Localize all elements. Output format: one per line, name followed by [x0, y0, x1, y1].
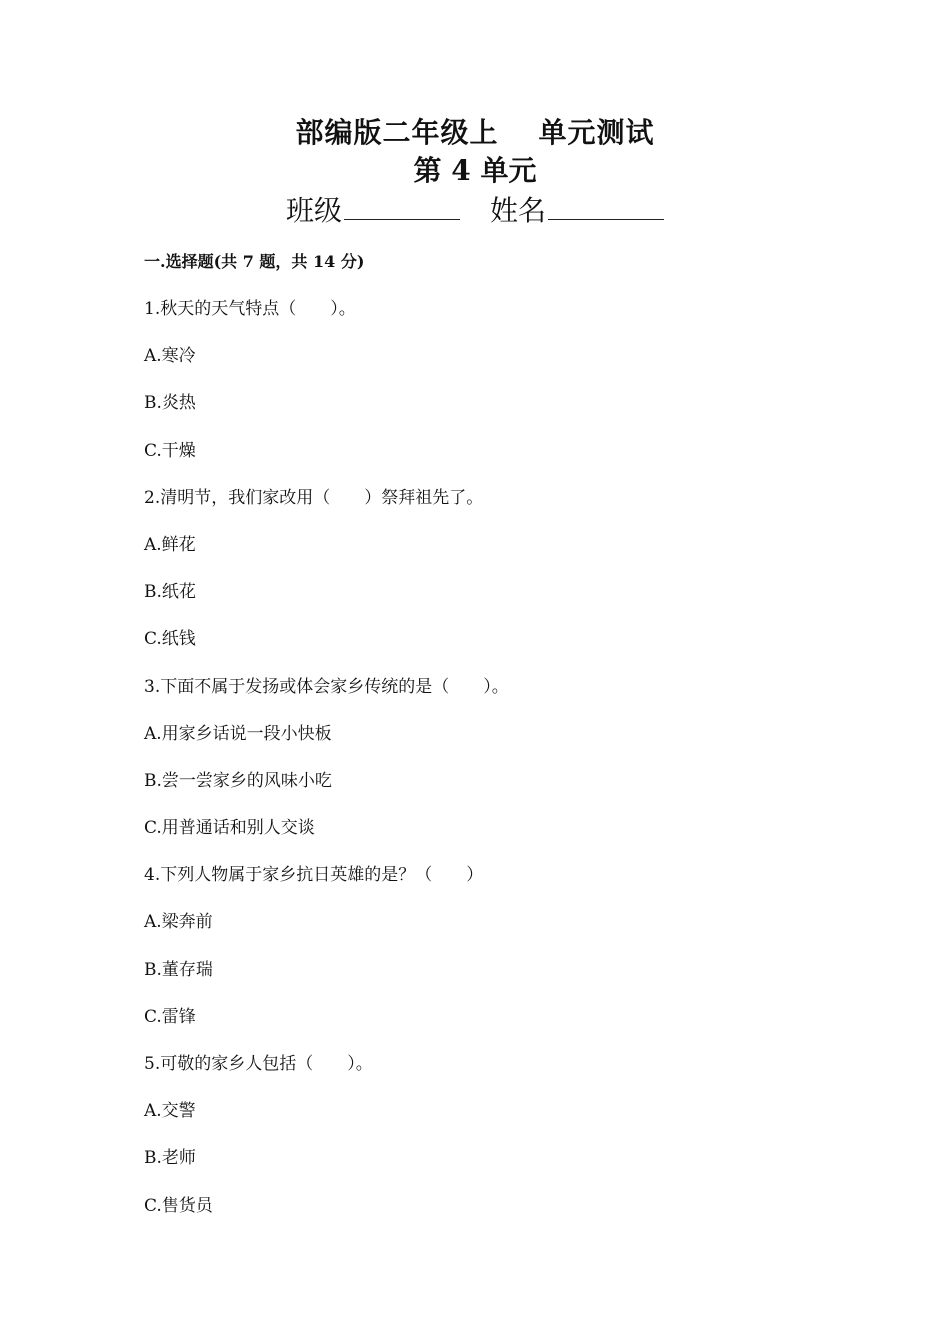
option-c: C.用普通话和别人交谈 [144, 818, 315, 839]
class-label: 班级 [285, 194, 342, 227]
option-b: B.董存瑞 [144, 959, 213, 980]
name-blank [548, 193, 664, 220]
question-5 [144, 1052, 844, 1218]
question-4 [144, 863, 844, 1029]
option-a: A.寒冷 [144, 346, 196, 367]
exam-header [0, 113, 950, 231]
question-stem: 3.下面不属于发扬或体会家乡传统的是（ ）。 [144, 676, 509, 697]
unit-title: 第 4 单元 [413, 154, 537, 187]
class-blank [344, 193, 460, 220]
name-label: 姓名 [490, 194, 547, 227]
question-stem: 2.清明节，我们家改用（ ）祭拜祖先了。 [144, 487, 484, 508]
option-b: B.纸花 [144, 582, 196, 603]
option-c: C.干燥 [144, 440, 196, 461]
exam-title [0, 113, 950, 153]
option-b: B.老师 [144, 1148, 196, 1169]
option-b: B.尝一尝家乡的风味小吃 [144, 770, 332, 791]
question-stem: 4.下列人物属于家乡抗日英雄的是？（ ） [144, 865, 484, 886]
title-grade: 部编版二年级上 [295, 116, 499, 149]
student-info-line [0, 191, 950, 231]
option-a: A.鲜花 [144, 534, 196, 555]
question-3 [144, 675, 844, 841]
question-stem: 5.可敬的家乡人包括（ ）。 [144, 1054, 373, 1074]
option-a: A.交警 [144, 1101, 196, 1122]
option-b: B.炎热 [144, 393, 196, 414]
question-2 [144, 486, 844, 652]
option-c: C.雷锋 [144, 1006, 196, 1027]
option-a: A.梁奔前 [144, 912, 213, 933]
section-heading: 一.选择题(共 7 题，共 14 分) [144, 252, 365, 271]
option-a: A.用家乡话说一段小快板 [144, 723, 332, 744]
option-c: C.纸钱 [144, 629, 196, 650]
question-1 [144, 297, 844, 463]
option-c: C.售货员 [144, 1195, 213, 1216]
title-test-type: 单元测试 [538, 116, 655, 149]
question-stem: 1.秋天的天气特点（ ）。 [144, 299, 356, 319]
question-section [144, 250, 844, 1241]
